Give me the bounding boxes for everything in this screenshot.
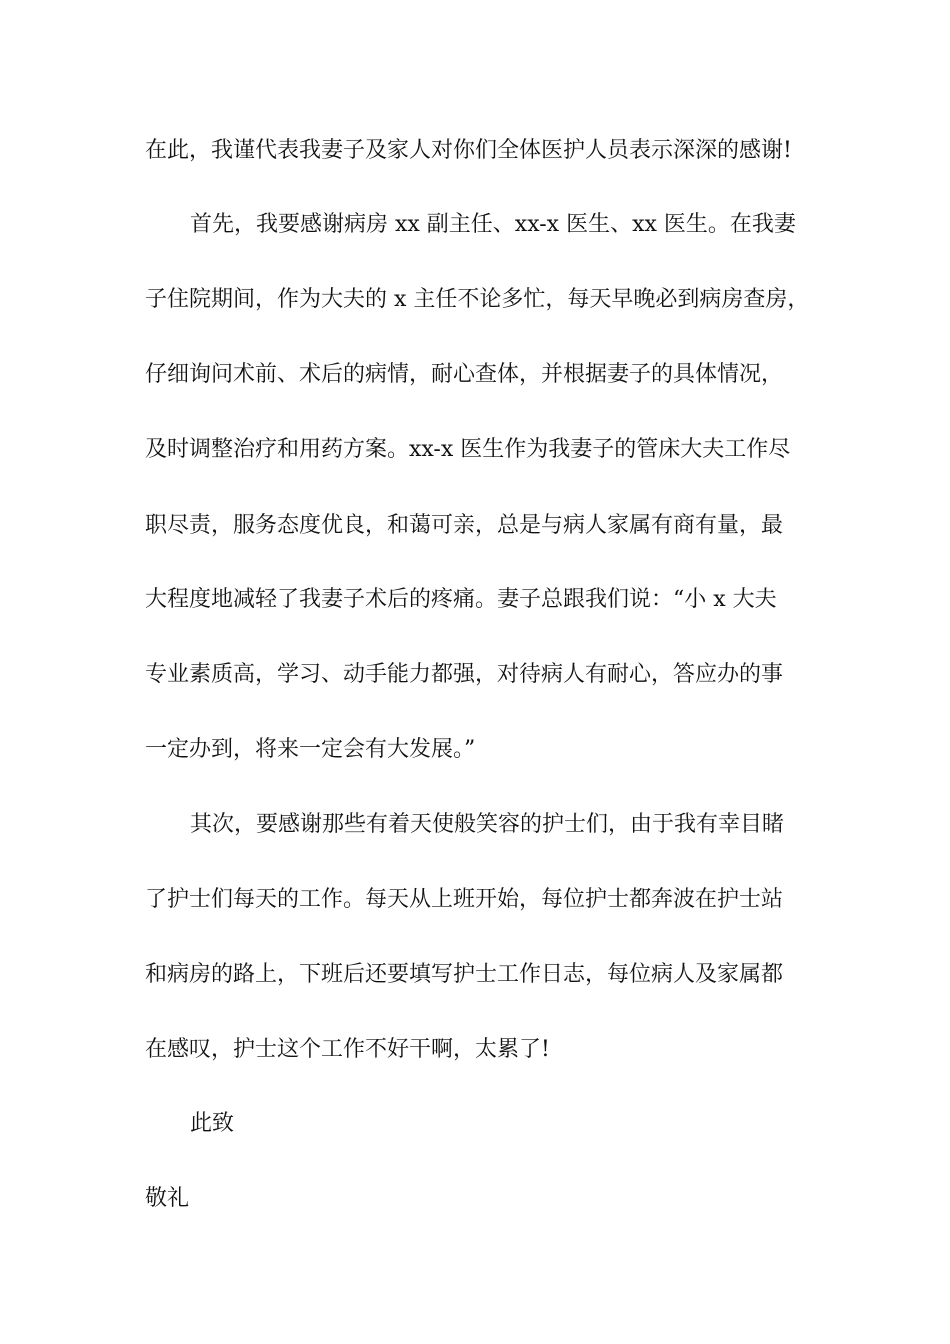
text-line: 专业素质高，学习、动手能力都强，对待病人有耐心，答应办的事 — [145, 662, 784, 687]
text-line: 其次，要感谢那些有着天使般笑容的护士们，由于我有幸目睹 — [190, 812, 785, 837]
text-line: 和病房的路上，下班后还要填写护士工作日志，每位病人及家属都 — [145, 962, 784, 987]
text-line: 首先，我要感谢病房 xx 副主任、xx-x 医生、xx 医生。在我妻 — [190, 212, 796, 237]
text-line: 一定办到，将来一定会有大发展。” — [145, 737, 476, 762]
text-line: 子住院期间，作为大夫的 x 主任不论多忙，每天早晚必到病房查房， — [145, 287, 810, 312]
text-line: 在感叹，护士这个工作不好干啊，太累了! — [145, 1037, 550, 1062]
text-line: 及时调整治疗和用药方案。xx-x 医生作为我妻子的管床大夫工作尽 — [145, 437, 791, 462]
closing-line: 此致 — [190, 1111, 235, 1136]
text-line: 仔细询问术前、术后的病情，耐心查体，并根据妻子的具体情况， — [145, 362, 784, 387]
salutation-line: 敬礼 — [145, 1186, 190, 1211]
text-line: 了护士们每天的工作。每天从上班开始，每位护士都奔波在护士站 — [145, 887, 784, 912]
text-line: 大程度地减轻了我妻子术后的疼痛。妻子总跟我们说：“小 x 大夫 — [145, 587, 777, 612]
text-line: 职尽责，服务态度优良，和蔼可亲，总是与病人家属有商有量，最 — [145, 513, 784, 538]
text-line: 在此，我谨代表我妻子及家人对你们全体医护人员表示深深的感谢! — [145, 138, 792, 163]
